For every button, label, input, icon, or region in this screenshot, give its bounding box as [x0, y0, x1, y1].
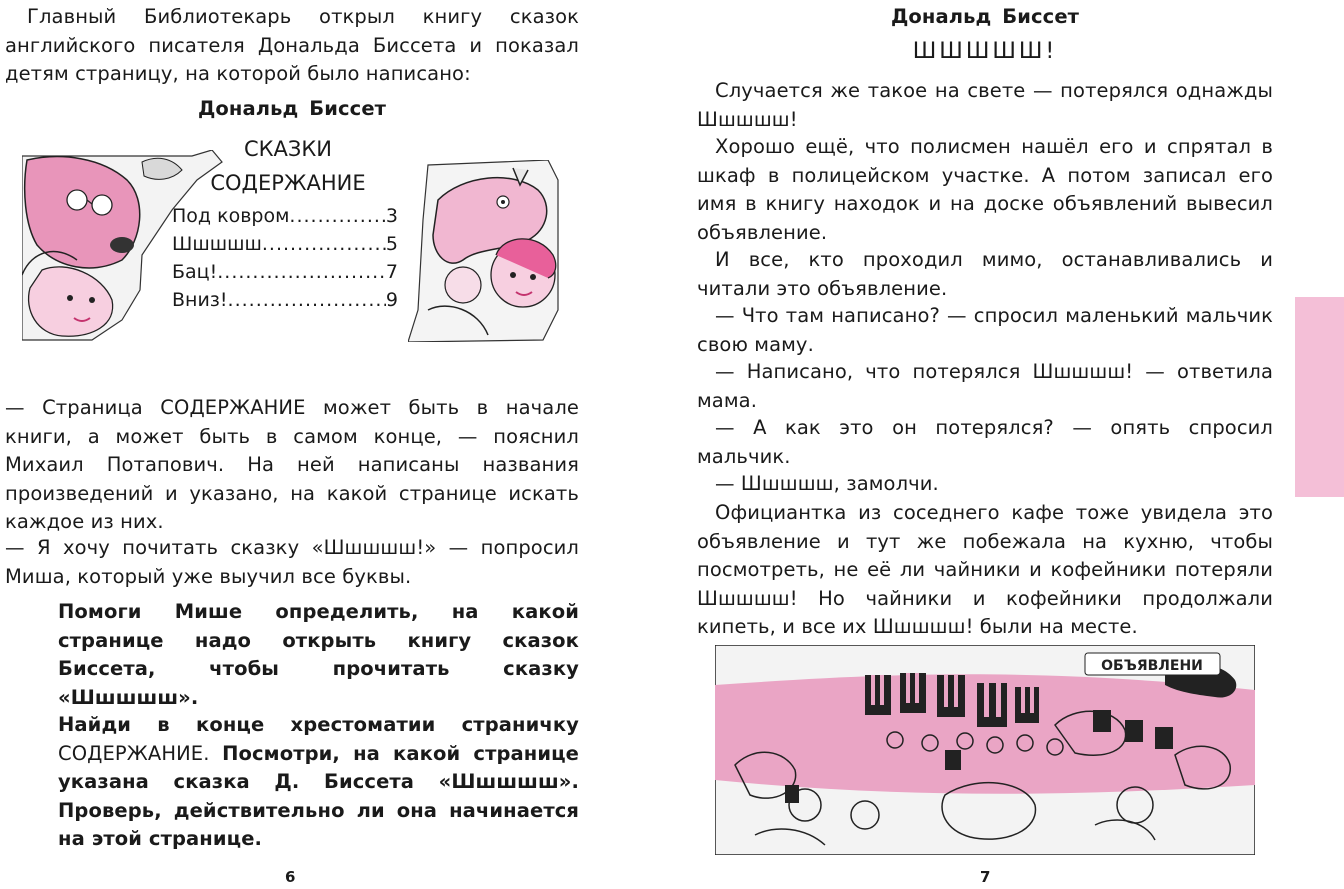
toc-entry — [172, 261, 398, 289]
toc-entry-page: 7 — [385, 261, 398, 283]
intro-paragraph: Главный Библиотекарь открыл книгу сказок английского писателя Дональда Биссета и показал детям страницу, на которой было написано: — [5, 5, 579, 85]
toc-entry-title: Под ковром — [172, 205, 290, 227]
story-title: ШШШШШ! — [912, 39, 1058, 64]
toc-entry-page: 9 — [385, 289, 398, 311]
task-2-part-a: Найди в конце хрестоматии страничку — [58, 713, 579, 736]
paragraph-toc-explanation: — Страница СОДЕРЖАНИЕ может быть в начале книги, а может быть в самом конце, — пояснил Михаил Потапович. На ней написаны названия произведений и указано, на какой странице искать каждое из них. — [5, 396, 579, 533]
toc-entry — [172, 289, 398, 317]
announcement-sign-text: ОБЪЯВЛЕНИ — [1101, 658, 1203, 674]
page-number-left: 6 — [285, 868, 296, 886]
task-2-part-b: СОДЕРЖАНИЕ. — [58, 741, 210, 765]
story-paragraph: Случается же такое на свете — потерялся однажды Шшшшш! — [697, 79, 1273, 131]
toc-subtitle: СОДЕРЖАНИЕ — [210, 171, 366, 195]
book-author: Дональд Биссет — [197, 97, 387, 120]
shhh-announcement-illustration — [715, 645, 1255, 855]
toc-entry-title: Вниз! — [172, 289, 228, 311]
left-page — [0, 0, 590, 889]
toc-entry — [172, 205, 398, 233]
pink-bookmark-tab — [1295, 297, 1344, 497]
right-page — [675, 0, 1285, 889]
story-paragraph: — Написано, что потерялся Шшшшш! — ответила мама. — [697, 360, 1273, 412]
toc-entry-page: 5 — [385, 233, 398, 255]
toc-entry-title: Шшшшш — [172, 233, 262, 255]
paragraph-misha-request: — Я хочу почитать сказку «Шшшшш!» — попросил Миша, который уже выучил все буквы. — [5, 536, 579, 588]
toc-entry-page: 3 — [385, 205, 398, 227]
task-2-part-c: Посмотри, на какой странице указана сказка Д. Биссета «Шшшшш». Проверь, действительно ли она начинается на этой странице. — [58, 741, 579, 850]
toc-dots — [289, 205, 386, 233]
story-paragraph: — Что там написано? — спросил маленький мальчик свою маму. — [697, 304, 1273, 356]
toc-entry-title: Бац! — [172, 261, 218, 283]
toc-title: СКАЗКИ — [243, 137, 333, 161]
story-paragraph: И все, кто проходил мимо, останавливались и читали это объявление. — [697, 248, 1273, 300]
story-paragraph: Хорошо ещё, что полисмен нашёл его и спрятал в шкаф в полицейском участке. А потом записал его имя в книгу находок и на доске объявлений вывесил объявление. — [697, 135, 1273, 244]
toc-dots — [217, 261, 386, 289]
toc-entry — [172, 233, 398, 261]
task-2 — [58, 711, 579, 854]
story-paragraph: Официантка из соседнего кафе тоже увидела это объявление и тут же побежала на кухню, чтобы посмотреть, не её ли чайники и кофейники потеряли Шшшшш! Но чайники и кофейники продолжали кипеть, и все их Шшшшш! были на месте. — [697, 501, 1273, 638]
story-paragraph: — Шшшшш, замолчи. — [715, 472, 939, 495]
toc-dots — [262, 233, 386, 261]
toc-dots — [228, 289, 386, 317]
story-paragraph: — А как это он потерялся? — опять спросил мальчик. — [697, 416, 1273, 468]
task-1: Помоги Мише определить, на какой странице надо открыть книгу сказок Биссета, чтобы прочитать сказку «Шшшшш». — [58, 600, 579, 709]
story-author: Дональд Биссет — [890, 5, 1080, 28]
page-number-right: 7 — [980, 868, 991, 886]
horse-kids-illustration — [408, 160, 560, 342]
